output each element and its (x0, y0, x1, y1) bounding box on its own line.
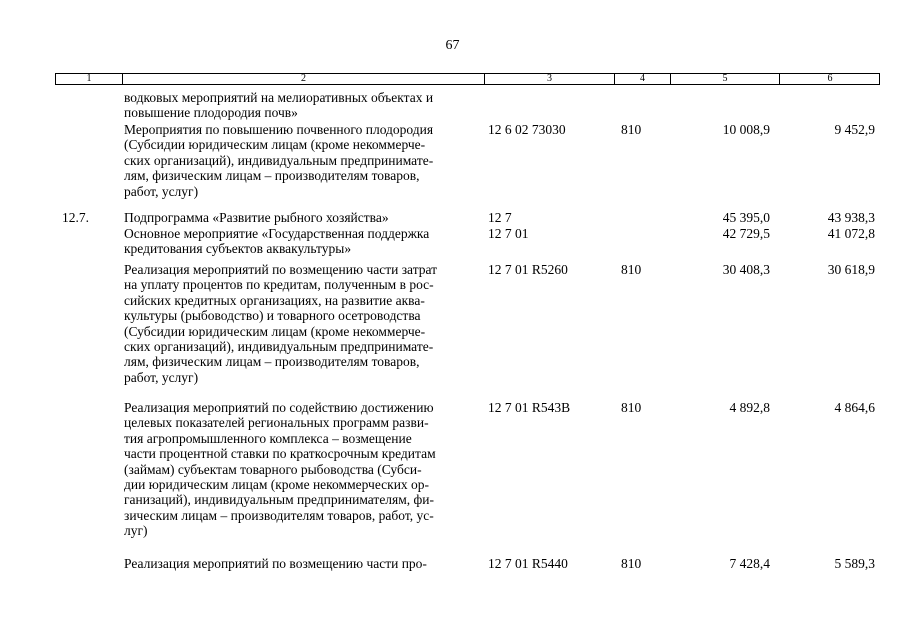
row-code: 12 7 01 (488, 226, 529, 241)
row-name-line: части процентной ставки по краткосрочным кредитам (124, 446, 436, 462)
row-value-col5: 30 408,3 (722, 262, 770, 277)
row-name-line: Реализация мероприятий по возмещению части затрат (124, 262, 438, 277)
row-name (124, 226, 484, 257)
header-col-2: 2 (122, 74, 484, 84)
row-code: 12 7 (488, 210, 512, 225)
row-value-col6: 4 864,6 (834, 400, 875, 415)
row-name-line: лям, физическим лицам – производителям товаров, (124, 168, 420, 184)
row-name-line: повышение плодородия почв» (124, 105, 298, 121)
row-expense-type: 810 (621, 122, 642, 137)
row-name-line: (Субсидии юридическим лицам (кроме некоммерче- (124, 137, 426, 153)
row-code: 12 7 01 R5440 (488, 556, 568, 571)
row-name (124, 556, 484, 571)
row-name-line: целевых показателей региональных программ разви- (124, 415, 429, 431)
header-col-3: 3 (484, 74, 614, 84)
row-expense-type: 810 (621, 556, 642, 571)
row-name-line: работ, услуг) (124, 369, 199, 385)
header-col-4: 4 (614, 74, 670, 84)
row-value-col6: 5 589,3 (834, 556, 875, 571)
row-name-line: ских организаций), индивидуальным предпринимате- (124, 152, 434, 168)
row-code: 12 6 02 73030 (488, 122, 566, 137)
row-value-col5: 42 729,5 (722, 226, 770, 241)
row-name (124, 262, 484, 385)
row-name-line: зическим лицам – производителям товаров, работ, ус- (124, 507, 434, 523)
row-code: 12 7 01 R543B (488, 400, 571, 415)
row-name (124, 122, 484, 199)
row-name-line: Реализация мероприятий по возмещению части про- (124, 556, 427, 571)
row-value-col5: 4 892,8 (729, 400, 770, 415)
row-name-line: лям, физическим лицам – производителям товаров, (124, 354, 420, 370)
row-name (124, 210, 484, 225)
row-code: 12 7 01 R5260 (488, 262, 568, 277)
row-name-line: ганизаций), индивидуальным предпринимателям, фи- (124, 492, 435, 508)
header-col-1: 1 (86, 73, 92, 84)
row-value-col6: 43 938,3 (827, 210, 875, 225)
row-name-line: кредитования субъектов аквакультуры» (124, 241, 352, 257)
row-name-line: на уплату процентов по кредитам, полученным в рос- (124, 277, 434, 293)
row-value-col5: 10 008,9 (722, 122, 770, 137)
row-name-line: Основное мероприятие «Государственная поддержка (124, 226, 430, 241)
row-number: 12.7. (62, 210, 89, 225)
row-name-line: (Субсидии юридическим лицам (кроме некоммерче- (124, 323, 426, 339)
row-expense-type: 810 (621, 400, 642, 415)
row-name-line: Реализация мероприятий по содействию достижению (124, 400, 434, 415)
header-col-5: 5 (670, 74, 779, 84)
row-name-line: водковых мероприятий на мелиоративных объектах и (124, 90, 434, 105)
row-name-line: Мероприятия по повышению почвенного плодородия (124, 122, 434, 137)
row-name-line: (займам) субъектам товарного рыбоводства (Субси- (124, 461, 422, 477)
row-name-line: луг) (124, 523, 148, 539)
row-name (124, 400, 484, 539)
row-value-col5: 45 395,0 (722, 210, 770, 225)
row-name-line: тия агропромышленного комплекса – возмещение (124, 430, 412, 446)
row-value-col6: 9 452,9 (834, 122, 875, 137)
row-value-col5: 7 428,4 (729, 556, 770, 571)
row-name-line: сийских кредитных организациях, на развитие аква- (124, 292, 425, 308)
row-name-line: работ, услуг) (124, 183, 199, 199)
row-expense-type: 810 (621, 262, 642, 277)
row-name-line: Подпрограмма «Развитие рыбного хозяйства» (124, 210, 389, 225)
header-col-6: 6 (779, 74, 880, 84)
row-name-line: ских организаций), индивидуальным предпринимате- (124, 338, 434, 354)
page-number: 67 (445, 38, 460, 53)
row-value-col6: 30 618,9 (827, 262, 875, 277)
row-name-line: дии юридическим лицам (кроме некоммерческих ор- (124, 476, 430, 492)
row-name-line: культуры (рыбоводство) и товарного осетроводства (124, 308, 421, 324)
row-value-col6: 41 072,8 (827, 226, 875, 241)
row-name (124, 90, 484, 121)
table-header (55, 73, 880, 85)
